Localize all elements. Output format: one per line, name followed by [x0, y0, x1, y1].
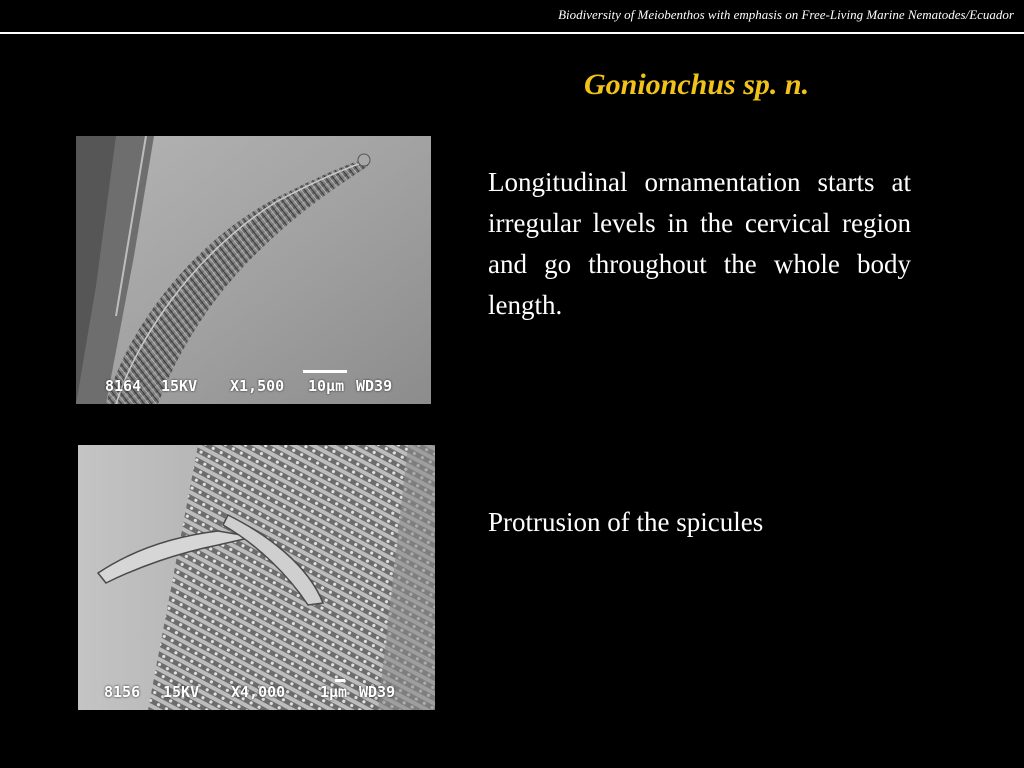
- sem-magnification: X1,500: [230, 377, 285, 395]
- sem-voltage: 15KV: [161, 377, 198, 395]
- sem-scale: 10µm: [308, 377, 345, 395]
- sem-working-distance: WD39: [356, 377, 393, 395]
- sem-scale: 1µm: [320, 683, 348, 701]
- spicules-image: [78, 445, 435, 710]
- slide-title: Gonionchus sp. n.: [584, 68, 810, 101]
- sem-image-id: 8156: [104, 683, 141, 701]
- sem-working-distance: WD39: [359, 683, 396, 701]
- sem-image-id: 8164: [105, 377, 142, 395]
- sem-voltage: 15KV: [163, 683, 200, 701]
- sem-micrograph-head: [76, 136, 431, 404]
- sem-micrograph-spicules: [78, 445, 435, 710]
- caption-spicules: Protrusion of the spicules: [488, 507, 764, 537]
- header-divider: [0, 32, 1024, 34]
- header-text: Biodiversity of Meiobenthos with emphasis on Free-Living Marine Nematodes/Ecuador: [558, 7, 1014, 22]
- nematode-head-image: [76, 136, 431, 404]
- sem-magnification: X4,000: [231, 683, 286, 701]
- caption-ornamentation: Longitudinal ornamentation starts at irregular levels in the cervical region and go throughout the whole body length.: [488, 167, 911, 320]
